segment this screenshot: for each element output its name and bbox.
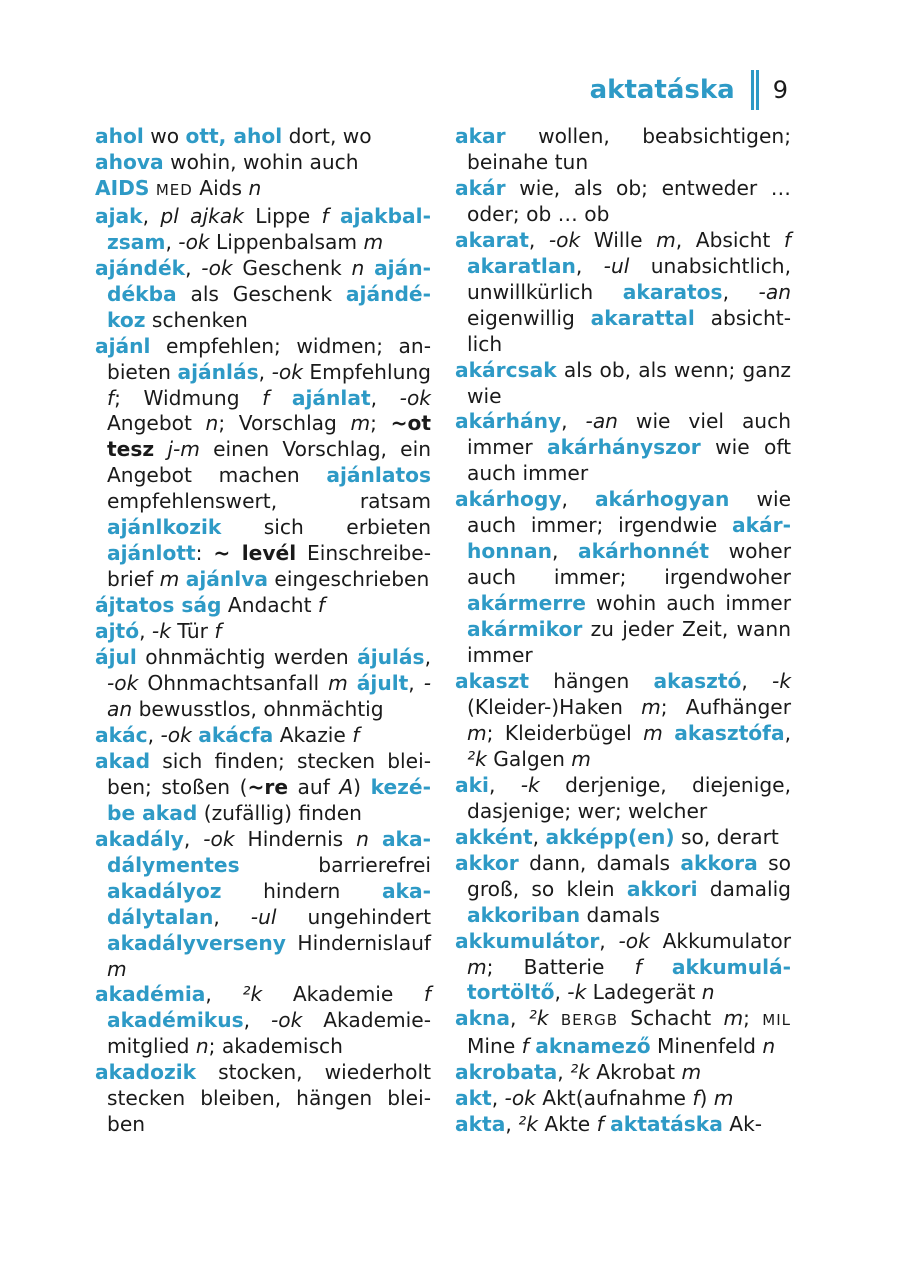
- entry-text: wollen, beabsichtigen; beinahe tun: [467, 124, 791, 174]
- grammar-label: -an: [107, 671, 431, 721]
- grammar-label: j-m: [167, 437, 200, 462]
- headword: akként: [455, 824, 533, 849]
- entry-text: ,: [510, 1006, 529, 1031]
- header-double-rule: [751, 70, 759, 110]
- headword: ajándékoz: [107, 281, 431, 332]
- grammar-label: m: [467, 954, 487, 979]
- headword: ájtatos ság: [95, 593, 222, 618]
- entry-text: ,: [142, 203, 161, 228]
- dictionary-entry: [95, 593, 431, 619]
- entry-text: ,: [491, 1086, 505, 1111]
- entry-text: Angebot: [107, 411, 206, 436]
- entry-text: hängen: [529, 669, 654, 694]
- grammar-label: f: [634, 954, 642, 979]
- entry-text: wie, als ob; entweder … oder; ob … ob: [467, 175, 791, 226]
- entry-text: Andacht: [221, 593, 318, 618]
- entry-text: ,: [722, 279, 759, 304]
- entry-text: Galgen: [486, 746, 572, 771]
- entry-text: ,: [258, 359, 272, 384]
- headword: ott, ahol: [185, 124, 283, 148]
- entry-text: Empfehlung: [302, 359, 431, 384]
- entry-text: Akrobat: [589, 1060, 682, 1085]
- entry-text: ,: [741, 669, 773, 694]
- dictionary-entry: [455, 487, 791, 669]
- dictionary-entry: [95, 749, 431, 827]
- entry-text: ,: [528, 227, 549, 252]
- grammar-label: -k: [151, 619, 171, 644]
- headword: akkumulátor: [455, 928, 600, 953]
- grammar-label: -ok: [203, 826, 235, 851]
- entry-text: [154, 437, 167, 461]
- entry-text: ;: [370, 411, 391, 436]
- entry-text: Hindernislauf: [285, 930, 431, 955]
- headword: ahol: [95, 124, 144, 148]
- entry-text: ,: [147, 722, 161, 747]
- grammar-label: n: [701, 980, 715, 1005]
- headword: akkori: [626, 876, 698, 901]
- dictionary-entry: [455, 1112, 791, 1138]
- grammar-label: m: [571, 746, 591, 771]
- entry-text: Ohnmachtsanfall: [138, 671, 329, 696]
- headword: akácfa: [198, 722, 274, 747]
- headword: akadály: [95, 826, 184, 851]
- entry-text: unabsichtlich, unwillkürlich: [467, 253, 791, 304]
- headword: ajánlkozik: [107, 515, 222, 540]
- entry-text: damalig: [697, 876, 791, 901]
- entry-text: Akademie: [262, 982, 424, 1007]
- entry-text: ohnmächtig werden: [136, 645, 358, 670]
- headword: akác: [95, 722, 148, 747]
- dictionary-entry: [455, 1086, 791, 1112]
- dictionary-entry: [95, 827, 431, 983]
- entry-text: empfehlenswert, ratsam: [107, 489, 431, 514]
- entry-text: Lippenbalsam: [209, 229, 364, 254]
- entry-text: wohin, wohin auch: [163, 149, 359, 174]
- dictionary-entry: [455, 409, 791, 487]
- dictionary-entry: [95, 982, 431, 1060]
- entry-text: ,: [183, 826, 204, 851]
- grammar-label: -ul: [603, 253, 630, 278]
- entry-text: :: [195, 541, 214, 566]
- entry-text: bewusstlos, ohnmächtig: [132, 696, 384, 721]
- headword: ajtó: [95, 619, 140, 644]
- dictionary-entry: [95, 723, 431, 749]
- grammar-label: m: [641, 694, 661, 719]
- entry-text: [269, 386, 292, 410]
- headword: akadálytalan: [107, 878, 431, 929]
- dictionary-entry: [95, 204, 431, 256]
- grammar-label: ²k: [518, 1112, 538, 1137]
- entry-text: Lippe: [243, 203, 322, 228]
- grammar-label: -ok: [271, 359, 303, 384]
- page-number: 9: [772, 76, 788, 104]
- headword: akasztó: [653, 669, 742, 694]
- entry-text: ;: [743, 1006, 763, 1031]
- entry-text: [364, 256, 374, 280]
- entry-text: wie auch immer; irgendwie: [467, 487, 791, 538]
- headword: akárhogyan: [594, 487, 730, 512]
- entry-text: als ob, als wenn; ganz wie: [467, 357, 791, 408]
- entry-text: ,: [561, 409, 586, 434]
- dictionary-entry: [455, 1006, 791, 1060]
- entry-text: Akte: [537, 1112, 597, 1137]
- grammar-label: f: [521, 1034, 529, 1059]
- entry-text: sich finden; stecken bleiben; stoßen (: [107, 748, 431, 799]
- grammar-label: n: [351, 255, 365, 280]
- domain-label: BERGB: [560, 1011, 618, 1030]
- entry-text: ; Batterie: [486, 954, 635, 979]
- headword: akkora: [680, 850, 758, 875]
- headword: ájulás: [357, 645, 425, 670]
- entry-text: [348, 671, 357, 695]
- entry-text: ,: [599, 928, 619, 953]
- grammar-label: -k: [520, 772, 540, 797]
- dictionary-entry: [455, 124, 791, 176]
- dictionary-entry: [455, 825, 791, 851]
- headword: akadémikus: [107, 1008, 244, 1033]
- grammar-label: m: [643, 720, 663, 745]
- grammar-label: -k: [772, 669, 792, 694]
- entry-text: ): [699, 1086, 714, 1111]
- entry-text: derjenige, diejenige, dasjenige; wer; welcher: [467, 772, 791, 823]
- right-column: [455, 124, 791, 1138]
- dictionary-entry: [95, 176, 431, 204]
- entry-text: ,: [205, 982, 243, 1007]
- headword: ajakbalzsam: [107, 203, 431, 254]
- entry-text: [549, 1006, 561, 1030]
- entry-text: ,: [488, 772, 521, 797]
- headword: akárcsak: [455, 357, 557, 382]
- dictionary-entry: [455, 929, 791, 1007]
- headword: ájul: [95, 645, 137, 670]
- headword: akkoriban: [467, 902, 581, 927]
- entry-text: ,: [561, 487, 595, 512]
- grammar-label: m: [656, 227, 676, 252]
- headword: ajándékba: [107, 255, 431, 306]
- entry-text: ,: [408, 671, 424, 696]
- headword: akkor: [455, 850, 519, 875]
- dictionary-entry: [95, 150, 431, 176]
- grammar-label: f: [596, 1112, 604, 1137]
- entry-text: als Geschenk: [176, 281, 346, 306]
- headword: ajánlatos: [326, 463, 431, 488]
- grammar-label: pl ajkak: [160, 203, 244, 228]
- entry-text: ,: [424, 645, 431, 670]
- headword: akkumulátortöltő: [467, 954, 792, 1005]
- phrase: ~ot tesz: [107, 411, 432, 462]
- grammar-label: ²k: [528, 1006, 549, 1031]
- grammar-label: ²k: [570, 1060, 590, 1085]
- entry-text: ungehindert: [276, 904, 431, 929]
- entry-text: Mine: [467, 1034, 522, 1059]
- phrase: ~ levél: [213, 541, 297, 566]
- entry-text: ,: [243, 1008, 271, 1033]
- grammar-label: m: [328, 671, 348, 696]
- grammar-label: -ok: [160, 722, 192, 747]
- entry-text: ,: [185, 255, 202, 280]
- headword: ajánlat: [291, 385, 371, 410]
- grammar-label: -ok: [270, 1008, 303, 1033]
- grammar-label: f: [352, 722, 360, 747]
- dictionary-entry: [455, 773, 791, 825]
- entry-text: dort, wo: [282, 124, 372, 148]
- grammar-label: m: [159, 567, 180, 592]
- entry-text: schenken: [145, 307, 248, 332]
- grammar-label: f: [692, 1086, 700, 1111]
- entry-text: ,: [557, 1060, 571, 1085]
- entry-text: Akkumulator: [649, 928, 791, 953]
- dictionary-entry: [455, 228, 791, 358]
- entry-text: ,: [575, 253, 604, 278]
- grammar-label: ²k: [242, 982, 263, 1007]
- headword: akarattal: [590, 305, 695, 330]
- entry-text: Hindernis: [234, 826, 357, 851]
- running-header: [590, 70, 788, 110]
- headword: akaratos: [622, 279, 723, 304]
- entry-text: ): [353, 774, 371, 799]
- grammar-label: m: [107, 956, 127, 981]
- domain-label: MED: [155, 180, 193, 199]
- headword: aktatáska: [610, 1112, 723, 1137]
- dictionary-entry: [455, 669, 791, 773]
- headword: akárhány: [455, 409, 562, 434]
- dictionary-entry: [95, 334, 431, 594]
- grammar-label: -ok: [178, 229, 210, 254]
- entry-text: so groß, so klein: [467, 850, 791, 901]
- entry-text: barrierefrei: [239, 852, 431, 877]
- dictionary-entry: [455, 851, 791, 929]
- entry-text: wo: [143, 124, 186, 148]
- headword: akadályverseny: [107, 930, 286, 955]
- headword: akta: [455, 1112, 506, 1137]
- entry-text: damals: [580, 902, 660, 927]
- headword: akarat: [455, 227, 529, 252]
- grammar-label: f: [317, 593, 326, 618]
- dictionary-entry: [455, 176, 791, 228]
- grammar-label: m: [713, 1086, 734, 1111]
- headword: ajak: [95, 203, 143, 228]
- entry-text: wie oft auch immer: [467, 435, 791, 486]
- entry-text: zu jeder Zeit, wann immer: [467, 617, 791, 668]
- headword: ajánlva: [185, 567, 269, 592]
- headword: ajánlás: [177, 359, 259, 384]
- dictionary-entry: [95, 124, 431, 150]
- entry-text: Aids: [192, 175, 249, 200]
- entry-text: stocken, wiederholt stecken bleiben, hängen bleiben: [107, 1060, 431, 1137]
- headword: ajánlott: [107, 541, 196, 566]
- headword: akármikor: [467, 617, 583, 642]
- headword: AIDS: [95, 175, 150, 200]
- dictionary-entry: [95, 1060, 431, 1138]
- entry-text: Tür: [170, 619, 215, 644]
- entry-text: dann, damals: [518, 850, 681, 875]
- headword: ajándék: [95, 255, 186, 280]
- grammar-label: m: [723, 1006, 744, 1031]
- entry-text: wohin auch immer: [585, 591, 791, 616]
- entry-text: sich erbieten: [221, 515, 431, 540]
- grammar-label: m: [363, 229, 384, 254]
- grammar-label: -ok: [399, 385, 431, 410]
- grammar-label: n: [356, 826, 369, 851]
- entry-text: Ak-: [722, 1112, 763, 1137]
- entry-text: so, derart: [674, 824, 779, 849]
- headword: akárhányszor: [547, 435, 701, 460]
- entry-text: ,: [551, 539, 579, 564]
- running-headword: aktatáska: [589, 75, 735, 105]
- grammar-label: -k: [567, 980, 587, 1005]
- entry-text: ; Kleiderbügel: [486, 720, 644, 745]
- grammar-label: -ul: [250, 904, 277, 929]
- entry-text: Akademiemitglied: [107, 1008, 431, 1059]
- grammar-label: n: [248, 175, 262, 200]
- entry-text: ,: [784, 720, 792, 745]
- grammar-label: f: [423, 982, 431, 1007]
- headword: akrobata: [455, 1060, 558, 1085]
- headword: akárhonnan: [467, 513, 791, 564]
- entry-text: (Kleider-)Haken: [467, 694, 642, 719]
- entry-text: Schacht: [617, 1006, 724, 1031]
- grammar-label: -ok: [548, 227, 581, 252]
- entry-text: ; Vorschlag: [218, 411, 351, 436]
- entry-text: ; akademisch: [208, 1034, 343, 1059]
- entry-text: ,: [165, 229, 179, 254]
- headword: aknamező: [535, 1034, 651, 1059]
- grammar-label: A: [339, 774, 354, 799]
- entry-text: empfehlen; widmen; anbieten: [107, 333, 431, 384]
- grammar-label: -an: [585, 409, 618, 434]
- entry-text: [369, 827, 382, 851]
- headword: akadályoz: [107, 878, 222, 903]
- grammar-label: n: [762, 1034, 776, 1059]
- entry-text: ,: [370, 385, 400, 410]
- grammar-label: f: [107, 385, 115, 410]
- phrase: ~re: [247, 774, 289, 799]
- left-column: [95, 124, 431, 1138]
- headword: ájult: [356, 671, 409, 696]
- entry-text: ,: [554, 980, 568, 1005]
- dictionary-entry: [95, 619, 431, 645]
- entry-text: eingeschrieben: [268, 567, 430, 592]
- headword: ahova: [95, 149, 164, 174]
- headword: akárhonnét: [578, 539, 709, 564]
- grammar-label: -ok: [107, 671, 139, 696]
- headword: akképp(en): [545, 824, 675, 849]
- headword: aki: [455, 772, 489, 797]
- entry-text: [663, 721, 674, 745]
- entry-text: hindern: [221, 878, 382, 903]
- headword: akaszt: [455, 669, 530, 694]
- headword: akad: [95, 748, 151, 773]
- entry-text: ,: [213, 904, 251, 929]
- headword: akár: [455, 175, 506, 200]
- entry-text: auf: [288, 774, 340, 799]
- grammar-label: -an: [758, 279, 791, 304]
- entry-text: Ladegerät: [586, 980, 702, 1005]
- entry-text: [642, 955, 672, 979]
- entry-text: ; Aufhänger: [660, 694, 791, 719]
- headword: akt: [455, 1086, 492, 1111]
- entry-text: wie viel auch immer: [467, 409, 792, 460]
- dictionary-entry: [95, 645, 431, 723]
- entry-text: absichtlich: [467, 305, 791, 356]
- headword: akasztófa: [674, 720, 785, 745]
- entry-text: [329, 204, 340, 228]
- grammar-label: f: [783, 227, 791, 252]
- grammar-label: ²k: [467, 746, 487, 771]
- headword: akadémia: [95, 982, 206, 1007]
- entry-text: Wille: [580, 227, 657, 252]
- entry-text: eigenwillig: [467, 305, 591, 330]
- entry-text: (zufällig) finden: [197, 800, 362, 825]
- grammar-label: m: [350, 411, 371, 436]
- headword: akárhogy: [455, 487, 562, 512]
- headword: akaratlan: [467, 253, 576, 278]
- entry-text: Geschenk: [232, 255, 352, 280]
- grammar-label: n: [205, 411, 219, 436]
- entry-text: ,: [139, 619, 152, 644]
- grammar-label: -ok: [504, 1086, 536, 1111]
- dictionary-entry: [455, 1060, 791, 1086]
- entry-text: ,: [505, 1112, 519, 1137]
- entry-text: , Absicht: [675, 227, 784, 252]
- entry-text: Einschreibebrief: [107, 541, 431, 592]
- entry-text: woher auch immer; irgendwoher: [467, 539, 791, 590]
- grammar-label: -ok: [201, 255, 233, 280]
- grammar-label: f: [214, 619, 222, 644]
- grammar-label: f: [262, 385, 270, 410]
- entry-text: Akt(aufnahme: [535, 1086, 693, 1111]
- headword: akármerre: [467, 591, 586, 616]
- headword: akar: [455, 124, 506, 148]
- domain-label: MIL: [762, 1011, 791, 1030]
- headword: kezébe akad: [107, 774, 431, 825]
- grammar-label: m: [467, 720, 487, 745]
- headword: akadozik: [95, 1060, 197, 1085]
- headword: akna: [455, 1006, 511, 1031]
- dictionary-entry: [95, 256, 431, 334]
- grammar-label: m: [681, 1060, 702, 1085]
- grammar-label: f: [321, 203, 329, 228]
- headword: ajánl: [95, 333, 151, 358]
- entry-text: ,: [532, 824, 546, 849]
- entry-text: einen Vorschlag, ein Angebot machen: [107, 437, 431, 488]
- entry-text: Akazie: [273, 722, 353, 747]
- grammar-label: n: [195, 1034, 209, 1059]
- entry-text: Minenfeld: [650, 1034, 763, 1059]
- entry-text: ; Widmung: [114, 385, 263, 410]
- dictionary-entry: [455, 358, 791, 410]
- headword: akadálymentes: [107, 826, 431, 877]
- grammar-label: -ok: [618, 928, 650, 953]
